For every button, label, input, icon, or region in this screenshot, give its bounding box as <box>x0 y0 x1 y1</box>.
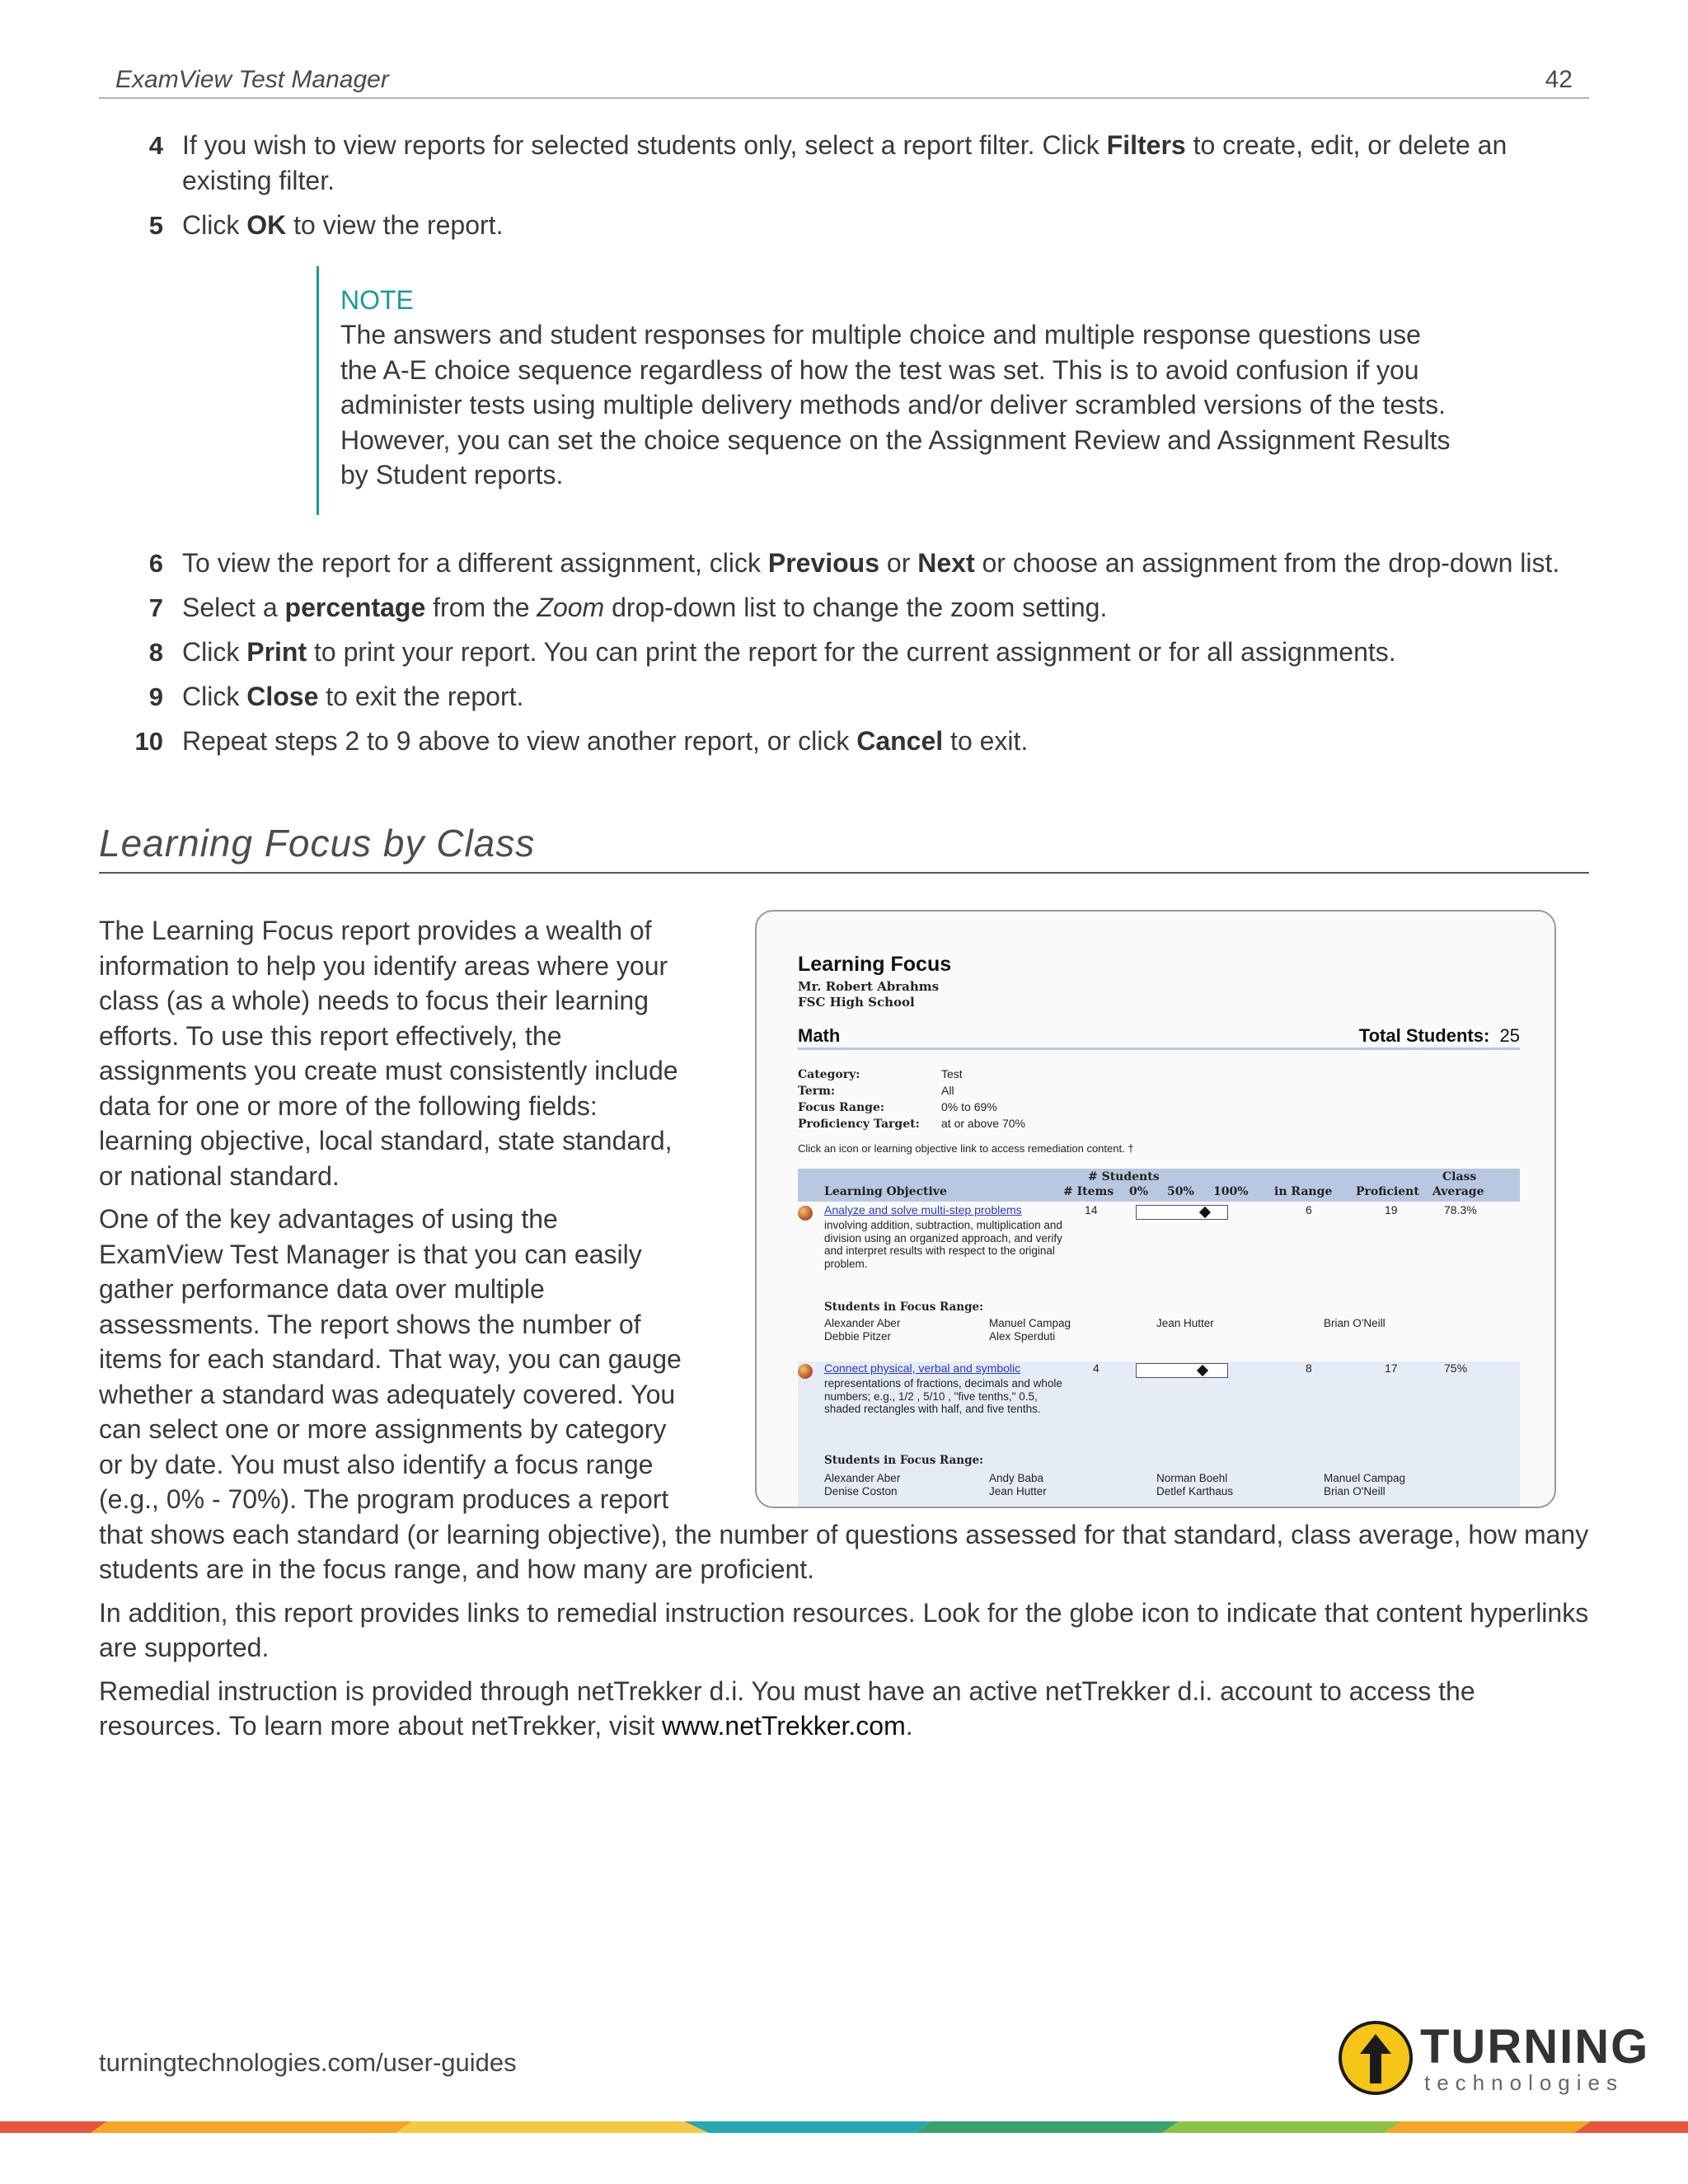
step-text: Click <box>182 637 247 667</box>
col-class-group: Class <box>1442 1170 1477 1183</box>
step-text: to exit the report. <box>318 682 524 711</box>
turning-technologies-logo <box>1335 2018 1648 2100</box>
page-header <box>99 64 1589 99</box>
col-in-range: in Range <box>1274 1185 1333 1198</box>
page-number: 42 <box>1545 66 1573 93</box>
total-value: 25 <box>1499 1025 1520 1046</box>
report-meta-row <box>798 1099 1025 1116</box>
report-meta-row <box>798 1116 1025 1132</box>
student-name: Debbie Pitzer <box>824 1330 892 1343</box>
average-marker <box>1199 1207 1211 1218</box>
report-subject: Math <box>798 1025 841 1046</box>
note-body: The answers and student responses for multiple choice and multiple response questions use the A-E choice sequence regardless of how the test was set. This is to avoid confusion if you administer tests using multiple delivery methods and/or deliver scrambled versions of the tests. However, you can set the choice sequence on the Assignment Review and Assignment Results by Student reports. <box>340 320 1451 490</box>
student-name: Brian O'Neill <box>1324 1485 1386 1497</box>
col-50pct: 50% <box>1167 1185 1194 1198</box>
student-name: Manuel Campag <box>1324 1472 1406 1484</box>
students-in-range-label: Students in Focus Range: <box>824 1454 984 1467</box>
steps-list-top <box>124 128 1591 252</box>
in-range-count: 8 <box>1306 1361 1312 1375</box>
proficient-count: 17 <box>1385 1361 1398 1375</box>
student-name: Alexander Aber <box>824 1472 901 1484</box>
logo-wordmark: TURNING <box>1420 2020 1650 2074</box>
col-100pct: 100% <box>1213 1185 1249 1198</box>
paragraph-4-suffix: . <box>905 1711 913 1741</box>
report-meta <box>798 1066 1025 1132</box>
student-name: Jean Hutter <box>1156 1317 1214 1329</box>
student-names <box>798 1317 1520 1347</box>
paragraph-3: In addition, this report provides links to remedial instruction resources. Look for the globe icon to indicate that content hyperlinks are supported. <box>99 1597 1589 1662</box>
meta-value: 0% to 69% <box>941 1100 997 1113</box>
step-text: from the <box>425 593 537 622</box>
report-row <box>798 1361 1520 1508</box>
col-proficient: Proficient <box>1356 1185 1419 1198</box>
report-row <box>798 1203 1520 1360</box>
students-in-range-label: Students in Focus Range: <box>824 1301 984 1314</box>
paragraph-4 <box>99 1674 1589 1744</box>
report-teacher: Mr. Robert Abrahms <box>798 979 940 994</box>
footer-url[interactable]: turningtechnologies.com/user-guides <box>99 2048 517 2077</box>
step-emphasis: Close <box>246 682 319 711</box>
learning-focus-report-screenshot <box>755 910 1556 1508</box>
step-item <box>124 208 1591 243</box>
step-text: Select a <box>182 593 285 622</box>
step-text: to create, edit, or delete an existing filter. <box>182 130 1507 195</box>
paragraph-1: The Learning Focus report provides a wealth of information to help you identify areas where your class (as a whole) needs to focus their learning efforts. To use this report effectively, the assignments you create must consistently include data for one or more of the following fields: learning objective, local standard, state standard, or national standard. <box>99 916 678 1191</box>
section-title: Learning Focus by Class <box>99 821 1589 874</box>
objective-link[interactable]: Analyze and solve multi-step problems <box>824 1203 1022 1216</box>
col-learning-objective: Learning Objective <box>824 1185 947 1198</box>
step-emphasis: OK <box>246 210 287 240</box>
report-school: FSC High School <box>798 995 915 1010</box>
class-average: 78.3% <box>1444 1203 1477 1216</box>
objective-description: representations of fractions, decimals and whole numbers; e.g., 1/2 , 5/10 , "five tenths," 0.5, shaded rectangles with half, and five tenths. <box>824 1377 1062 1415</box>
student-name: Alex Sperduti <box>989 1330 1056 1343</box>
report-divider <box>798 1047 1520 1050</box>
step-text: drop-down list to change the zoom setting. <box>604 593 1108 622</box>
footer-color-strip <box>0 2118 1688 2133</box>
student-names <box>798 1472 1520 1502</box>
step-number: 10 <box>134 727 163 756</box>
meta-key: Focus Range: <box>798 1101 885 1114</box>
report-meta-row <box>798 1066 1025 1083</box>
steps-list-bottom <box>124 546 1591 768</box>
objective-link[interactable]: Connect physical, verbal and symbolic <box>824 1361 1021 1375</box>
student-name: Manuel Campag <box>989 1317 1071 1329</box>
col-0pct: 0% <box>1129 1185 1149 1198</box>
student-name: Jean Hutter <box>989 1485 1047 1497</box>
step-text: to print your report. You can print the report for the current assignment or for all assignments. <box>307 637 1396 667</box>
col-average: Average <box>1432 1185 1484 1198</box>
col-students-group: # Students <box>1088 1170 1160 1183</box>
paragraph-4-text: Remedial instruction is provided through netTrekker d.i. You must have an active netTrekker d.i. account to access the resources. To learn more about netTrekker, visit <box>99 1675 1475 1741</box>
report-click-note: Click an icon or learning objective link to access remediation content. † <box>798 1142 1134 1155</box>
step-emphasis: percentage <box>284 593 426 622</box>
student-name: Detlef Karthaus <box>1156 1485 1234 1497</box>
nettrekker-link[interactable]: www.netTrekker.com <box>661 1711 906 1741</box>
meta-value: All <box>941 1084 954 1097</box>
step-emphasis: Next <box>917 548 975 578</box>
step-text: To view the report for a different assignment, click <box>182 548 768 578</box>
step-text: Repeat steps 2 to 9 above to view another report, or click <box>182 726 857 756</box>
document-title: ExamView Test Manager <box>115 66 389 93</box>
step-item <box>124 724 1591 759</box>
average-bar <box>1136 1205 1228 1220</box>
step-text: or choose an assignment from the drop-down list. <box>974 548 1560 578</box>
items-count: 4 <box>1093 1361 1100 1375</box>
paragraph-2: One of the key advantages of using the ExamView Test Manager is that you can easily gather performance data over multiple assessments. The report shows the number of items for each standard. That way, you can gauge whether a standard was adequately covered. You can select one or more assignments by category or by date. You must also identify a focus range (e.g., 0% - 70%). The program produces a report that shows each standard (or learning objective), the number of questions assessed for that standard, class average, how many students are in the focus range, and how many are proficient. <box>99 1204 1589 1584</box>
student-name: Norman Boehl <box>1156 1472 1228 1484</box>
step-text: Zoom <box>537 593 605 622</box>
report-meta-row <box>798 1083 1025 1099</box>
step-item <box>124 128 1591 199</box>
step-text: Click <box>182 210 247 240</box>
average-marker <box>1197 1365 1208 1376</box>
report-table-header <box>798 1169 1520 1202</box>
meta-key: Term: <box>798 1085 836 1098</box>
step-item <box>124 635 1591 670</box>
proficient-count: 19 <box>1385 1203 1398 1216</box>
step-emphasis: Print <box>246 637 307 667</box>
step-text: Click <box>182 682 247 711</box>
step-emphasis: Filters <box>1106 130 1186 160</box>
report-title: Learning Focus <box>798 953 952 976</box>
step-emphasis: Cancel <box>856 726 944 756</box>
meta-key: Category: <box>798 1068 860 1081</box>
globe-icon[interactable] <box>798 1206 813 1221</box>
step-text: If you wish to view reports for selected students only, select a report filter. Click <box>182 130 1107 160</box>
step-text: to view the report. <box>286 210 504 240</box>
step-number: 9 <box>148 682 163 711</box>
student-name: Denise Coston <box>824 1485 898 1497</box>
average-bar <box>1136 1363 1228 1378</box>
logo-emblem-icon <box>1339 2021 1413 2095</box>
meta-key: Proficiency Target: <box>798 1118 920 1131</box>
student-name: Andy Baba <box>989 1472 1044 1484</box>
logo-subtext: technologies <box>1424 2070 1624 2095</box>
step-number: 6 <box>148 549 163 578</box>
in-range-count: 6 <box>1306 1203 1312 1216</box>
globe-icon[interactable] <box>798 1364 813 1379</box>
note-title: NOTE <box>340 285 414 315</box>
step-item <box>124 679 1591 715</box>
meta-value: Test <box>941 1067 963 1080</box>
step-item <box>124 590 1591 626</box>
step-item <box>124 546 1591 581</box>
objective-description: involving addition, subtraction, multiplication and division using an organized approach, and verify and interpret results with respect to the original problem. <box>824 1219 1062 1270</box>
step-text: or <box>879 548 918 578</box>
meta-value: at or above 70% <box>941 1117 1025 1130</box>
step-number: 7 <box>148 593 163 622</box>
report-total-students <box>1359 1025 1520 1047</box>
student-name: Brian O'Neill <box>1324 1317 1386 1329</box>
step-emphasis: Previous <box>767 548 880 578</box>
step-number: 8 <box>148 638 163 667</box>
col-items: # Items <box>1063 1185 1114 1198</box>
step-number: 5 <box>148 211 163 240</box>
items-count: 14 <box>1085 1203 1098 1216</box>
step-text: to exit. <box>943 726 1029 756</box>
class-average: 75% <box>1444 1361 1468 1375</box>
total-label: Total Students: <box>1358 1025 1490 1046</box>
step-number: 4 <box>148 131 163 160</box>
student-name: Alexander Aber <box>824 1317 901 1329</box>
note-callout <box>316 266 1454 515</box>
